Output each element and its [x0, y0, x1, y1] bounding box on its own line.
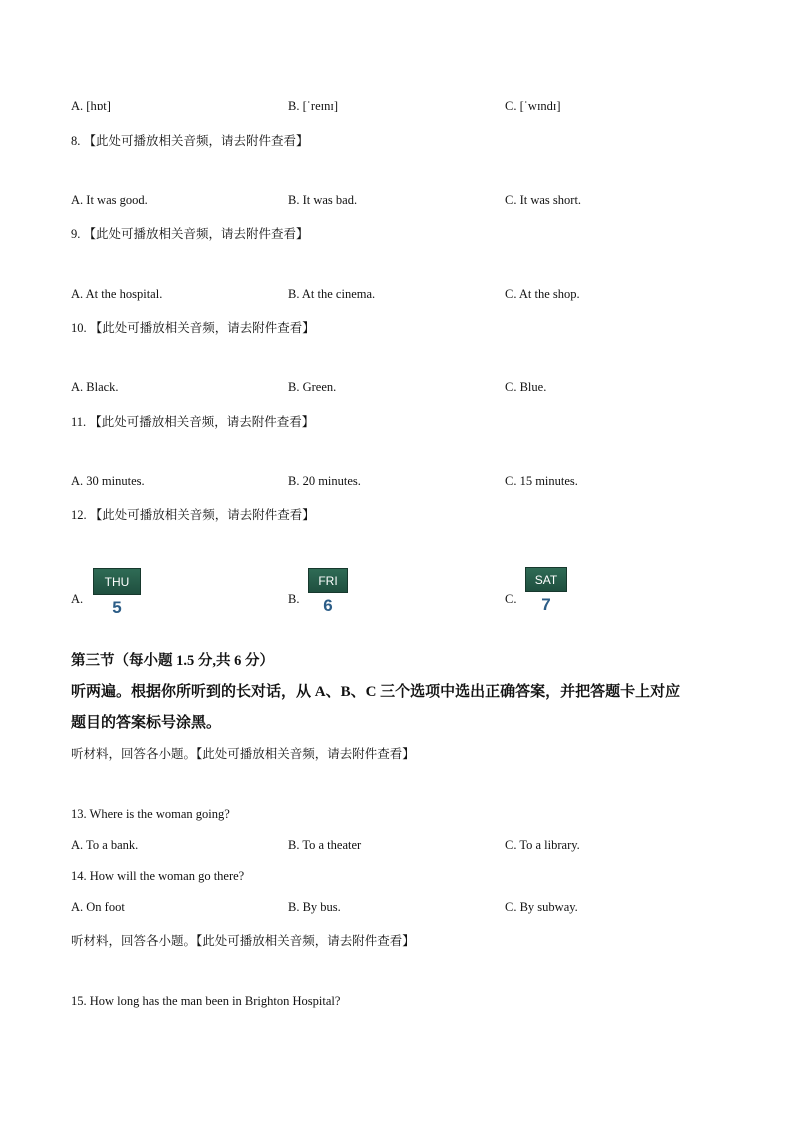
q13-options [71, 838, 731, 858]
calendar-date: 7 [541, 595, 551, 614]
q11-option-a: A. 30 minutes. [71, 474, 145, 488]
q12-label[interactable]: 12. 【此处可播放相关音频，请去附件查看】 [71, 508, 315, 522]
calendar-day: THU [93, 568, 141, 595]
calendar-fri-icon [308, 568, 348, 616]
q8-option-a: A. It was good. [71, 193, 148, 207]
q14-option-a: A. On foot [71, 900, 125, 914]
q12-option-b-letter: B. [288, 592, 300, 606]
q8-options [71, 193, 731, 213]
q7-options [71, 99, 731, 119]
q14-label: 14. How will the woman go there? [71, 869, 245, 883]
q11-option-b: B. 20 minutes. [288, 474, 361, 488]
q10-option-b: B. Green. [288, 380, 337, 394]
calendar-day: FRI [308, 568, 348, 593]
q7-option-c: C. [ˈwɪndɪ] [505, 99, 561, 113]
q14-option-c: C. By subway. [505, 900, 578, 914]
q14-options [71, 900, 731, 920]
q11-options [71, 474, 731, 494]
q9-option-c: C. At the shop. [505, 287, 580, 301]
calendar-sat-icon [525, 567, 567, 615]
q9-options [71, 287, 731, 307]
calendar-thu-icon [93, 568, 141, 618]
section-3-instructions-line1: 听两遍。根据你所听到的长对话，从 A、B、C 三个选项中选出正确答案，并把答题卡上对应 [71, 684, 681, 700]
calendar-date: 6 [323, 596, 333, 615]
q8-label[interactable]: 8. 【此处可播放相关音频，请去附件查看】 [71, 134, 309, 148]
q10-options [71, 380, 731, 400]
q12-option-c-letter: C. [505, 592, 517, 606]
q8-option-c: C. It was short. [505, 193, 582, 207]
q10-option-c: C. Blue. [505, 380, 547, 394]
q11-label[interactable]: 11. 【此处可播放相关音频，请去附件查看】 [71, 415, 315, 429]
q13-option-c: C. To a library. [505, 838, 580, 852]
q9-label[interactable]: 9. 【此处可播放相关音频，请去附件查看】 [71, 227, 309, 241]
q12-option-a-letter: A. [71, 592, 84, 606]
q14-option-b: B. By bus. [288, 900, 341, 914]
listen-material-1[interactable]: 听材料，回答各小题。【此处可播放相关音频，请去附件查看】 [71, 747, 415, 761]
listen-material-2[interactable]: 听材料，回答各小题。【此处可播放相关音频，请去附件查看】 [71, 934, 415, 948]
section-3-instructions-line2: 题目的答案标号涂黑。 [71, 715, 222, 731]
q8-option-b: B. It was bad. [288, 193, 358, 207]
q12-options [71, 568, 731, 632]
calendar-day: SAT [525, 567, 567, 592]
q10-label[interactable]: 10. 【此处可播放相关音频，请去附件查看】 [71, 321, 315, 335]
q7-option-a: A. [hɒt] [71, 99, 111, 113]
section-3-title: 第三节（每小题 1.5 分,共 6 分） [71, 653, 274, 669]
q11-option-c: C. 15 minutes. [505, 474, 578, 488]
q10-option-a: A. Black. [71, 380, 119, 394]
q13-option-b: B. To a theater [288, 838, 362, 852]
q15-label: 15. How long has the man been in Brighton Hospital? [71, 994, 341, 1008]
q7-option-b: B. [ˈreɪnɪ] [288, 99, 338, 113]
calendar-date: 5 [112, 598, 122, 617]
q9-option-b: B. At the cinema. [288, 287, 376, 301]
q9-option-a: A. At the hospital. [71, 287, 163, 301]
q13-label: 13. Where is the woman going? [71, 807, 230, 821]
q13-option-a: A. To a bank. [71, 838, 139, 852]
